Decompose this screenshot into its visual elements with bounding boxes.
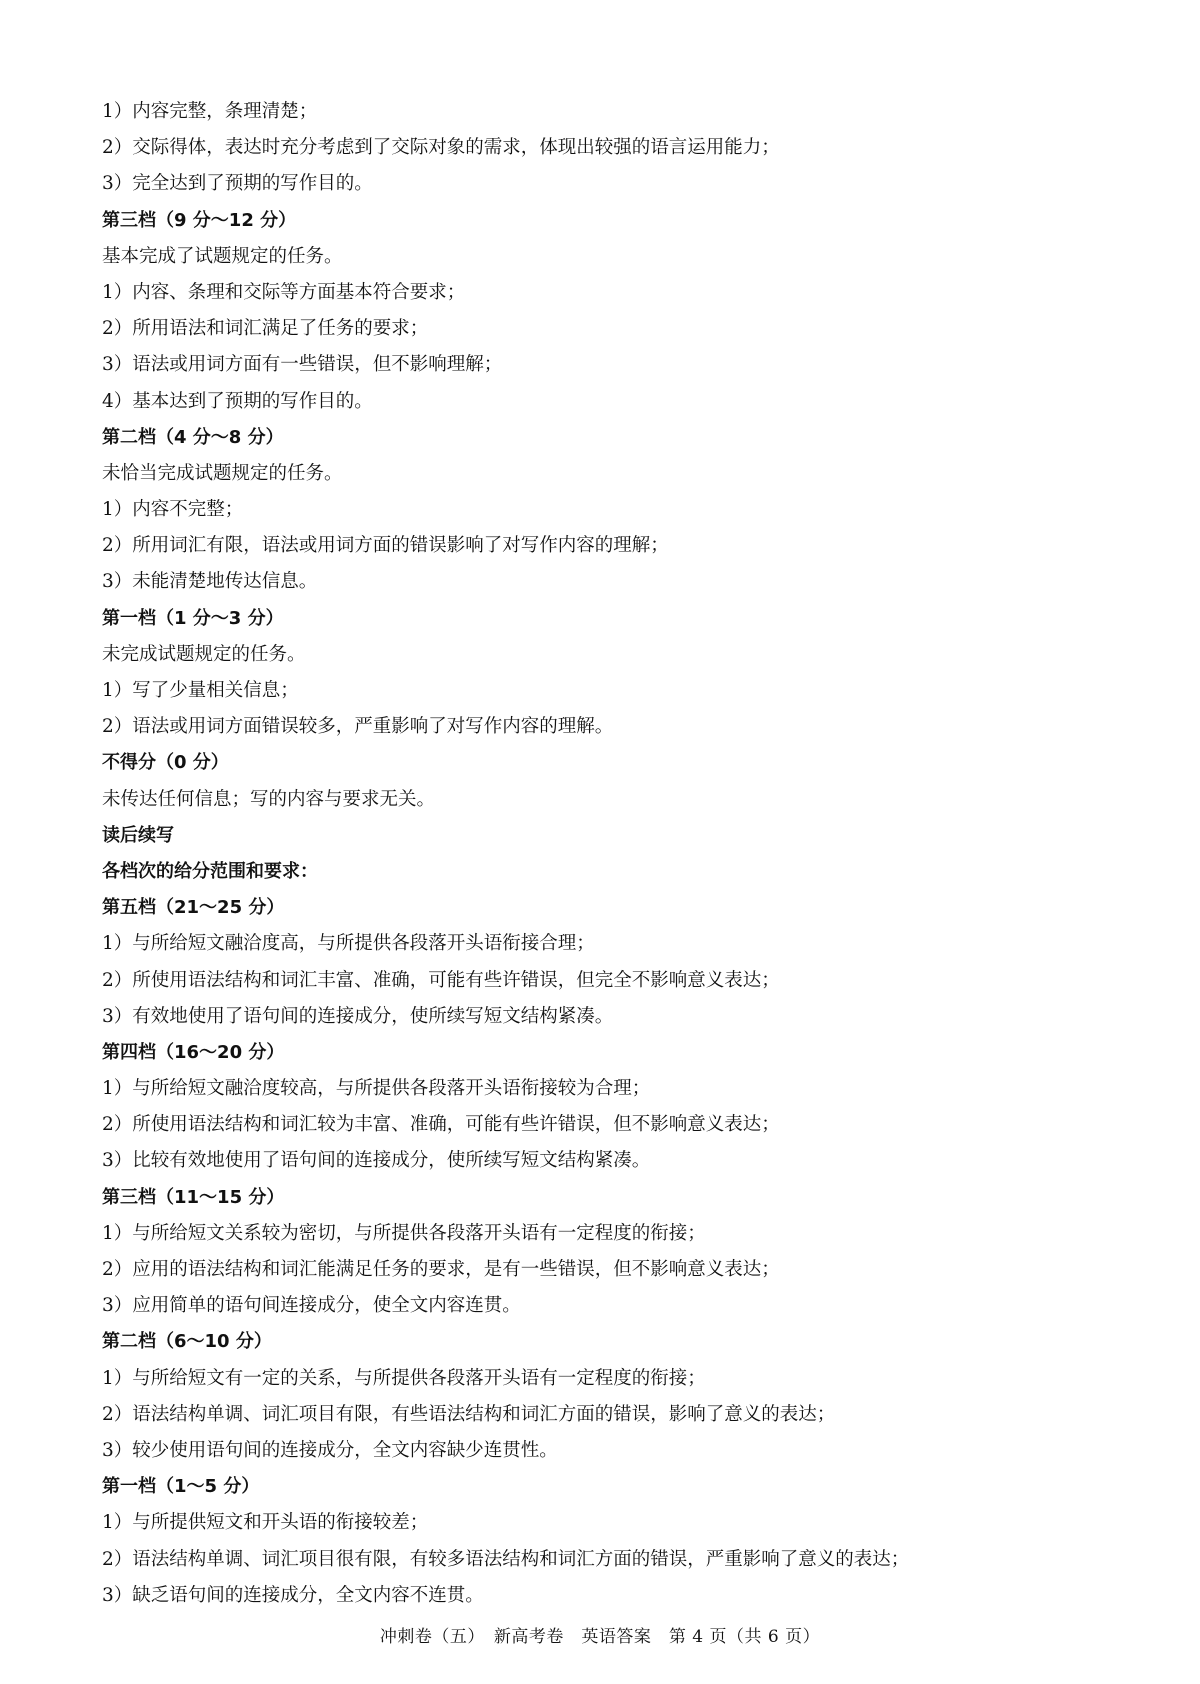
- section-heading: 第二档（4 分～8 分）: [102, 426, 284, 448]
- text-line: 2）所使用语法结构和词汇较为丰富、准确，可能有些许错误，但不影响意义表达；: [102, 1114, 780, 1136]
- text-line: 2）语法或用词方面错误较多，严重影响了对写作内容的理解。: [102, 716, 614, 738]
- text-line: 1）与所给短文融洽度较高，与所提供各段落开头语衔接较为合理；: [102, 1078, 651, 1100]
- text-line: 2）语法结构单调、词汇项目很有限，有较多语法结构和词汇方面的错误，严重影响了意义的表达；: [102, 1548, 910, 1570]
- text-line: 1）内容不完整；: [102, 499, 244, 521]
- section-heading: 第三档（11～15 分）: [102, 1186, 285, 1208]
- text-line: 3）完全达到了预期的写作目的。: [102, 173, 373, 195]
- section-heading: 第四档（16～20 分）: [102, 1041, 285, 1063]
- section-heading: 第二档（6～10 分）: [102, 1331, 272, 1353]
- section-heading: 各档次的给分范围和要求：: [102, 860, 318, 882]
- text-line: 3）较少使用语句间的连接成分，全文内容缺少连贯性。: [102, 1439, 558, 1461]
- section-heading: 第五档（21～25 分）: [102, 897, 285, 919]
- text-line: 2）所用语法和词汇满足了任务的要求；: [102, 318, 429, 340]
- text-line: 1）与所给短文融洽度高，与所提供各段落开头语衔接合理；: [102, 933, 595, 955]
- text-line: 1）与所给短文有一定的关系，与所提供各段落开头语有一定程度的衔接；: [102, 1367, 706, 1389]
- text-line: 未完成试题规定的任务。: [102, 643, 306, 665]
- text-line: 2）所用词汇有限，语法或用词方面的错误影响了对写作内容的理解；: [102, 535, 669, 557]
- text-line: 1）与所提供短文和开头语的衔接较差；: [102, 1512, 429, 1534]
- section-heading: 第一档（1～5 分）: [102, 1476, 260, 1498]
- text-line: 1）内容完整，条理清楚；: [102, 101, 318, 122]
- text-line: 3）未能清楚地传达信息。: [102, 571, 318, 593]
- text-line: 基本完成了试题规定的任务。: [102, 245, 343, 267]
- section-heading: 不得分（0 分）: [102, 752, 229, 774]
- text-line: 未传达任何信息；写的内容与要求无关。: [102, 788, 436, 810]
- section-heading: 第一档（1 分～3 分）: [102, 607, 284, 629]
- section-heading: 第三档（9 分～12 分）: [102, 209, 297, 231]
- text-line: 未恰当完成试题规定的任务。: [102, 462, 343, 484]
- text-line: 4）基本达到了预期的写作目的。: [102, 390, 373, 412]
- text-line: 3）缺乏语句间的连接成分，全文内容不连贯。: [102, 1584, 484, 1606]
- text-line: 2）交际得体，表达时充分考虑到了交际对象的需求，体现出较强的语言运用能力；: [102, 137, 780, 159]
- answer-content: [102, 94, 1112, 1614]
- text-line: 1）写了少量相关信息；: [102, 680, 299, 701]
- section-heading: 读后续写: [102, 824, 174, 846]
- text-line: 3）比较有效地使用了语句间的连接成分，使所续写短文结构紧凑。: [102, 1150, 651, 1172]
- text-line: 1）内容、条理和交际等方面基本符合要求；: [102, 281, 466, 303]
- text-line: 2）所使用语法结构和词汇丰富、准确，可能有些许错误，但完全不影响意义表达；: [102, 969, 780, 991]
- text-line: 3）语法或用词方面有一些错误，但不影响理解；: [102, 354, 503, 376]
- text-line: 3）应用简单的语句间连接成分，使全文内容连贯。: [102, 1295, 521, 1317]
- text-line: 1）与所给短文关系较为密切，与所提供各段落开头语有一定程度的衔接；: [102, 1222, 706, 1244]
- page-footer: 冲刺卷（五） 新高考卷 英语答案 第 4 页（共 6 页）: [379, 1627, 821, 1647]
- text-line: 3）有效地使用了语句间的连接成分，使所续写短文结构紧凑。: [102, 1005, 614, 1027]
- text-line: 2）语法结构单调、词汇项目有限，有些语法结构和词汇方面的错误，影响了意义的表达；: [102, 1403, 836, 1425]
- text-line: 2）应用的语法结构和词汇能满足任务的要求，是有一些错误，但不影响意义表达；: [102, 1259, 780, 1280]
